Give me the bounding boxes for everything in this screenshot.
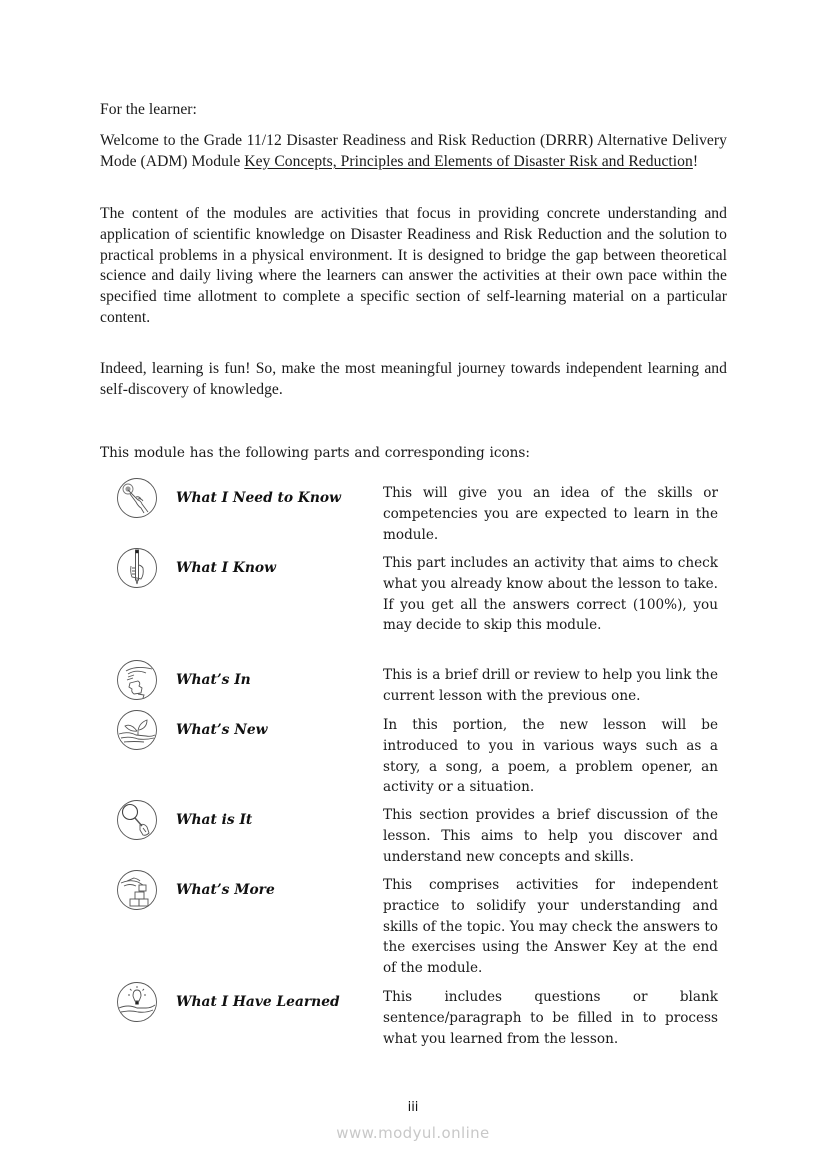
page-number: iii (407, 1100, 419, 1115)
part-description: This part includes an activity that aims to check what you already know about the lesson to take. If you get all the answers correct (100%), you may decide to skip this module. (383, 555, 718, 634)
closing-paragraph: Indeed, learning is fun! So, make the most meaningful journey towards independent learning and self-discovery of knowledge. (100, 360, 727, 398)
hand-holding-pencil-icon (116, 547, 158, 589)
part-description: This will give you an idea of the skills or competencies you are expected to learn in the module. (383, 485, 718, 543)
module-title: Key Concepts, Principles and Elements of Disaster Risk and Reduction (244, 152, 693, 170)
hand-holding-sprout-icon (116, 709, 158, 751)
magnifying-glass-icon (116, 799, 158, 841)
part-label: What’s New (176, 722, 268, 738)
lightbulb-hand-icon (116, 981, 158, 1023)
welcome-prefix: Welcome to the Grade 11/12 Disaster Readiness and Risk Reduction (DRRR) Alternative Delivery Mode (ADM) Module (100, 132, 727, 170)
part-label: What’s In (176, 672, 251, 688)
part-label: What I Need to Know (176, 490, 341, 506)
part-description: In this portion, the new lesson will be introduced to you in various ways such as a story, a song, a poem, a problem opener, an activity or a situation. (383, 717, 718, 796)
part-label: What is It (176, 812, 253, 828)
parts-intro: This module has the following parts and corresponding icons: (100, 445, 530, 461)
part-description: This includes questions or blank sentence/paragraph to be filled in to process what you learned from the lesson. (383, 989, 718, 1047)
content-paragraph: The content of the modules are activities that focus in providing concrete understanding and application of scientific knowledge on Disaster Readiness and Risk Reduction and the solution to practical problems in a physical environment. It is designed to bridge the gap between theoretical science and daily living where the learners can answer the activities at their own pace within the specified time allotment to complete a specific section of self-learning material on a particular content. (100, 205, 727, 326)
welcome-suffix: ! (692, 152, 699, 170)
greeting: For the learner: (100, 101, 197, 118)
watermark: www.modyul.online (336, 1124, 490, 1142)
part-label: What I Have Learned (176, 994, 340, 1010)
part-description: This section provides a brief discussion of the lesson. This aims to help you discover and understand new concepts and skills. (383, 807, 718, 865)
stacking-blocks-icon (116, 869, 158, 911)
part-description: This comprises activities for independent practice to solidify your understanding and skills of the topic. You may check the answers to the exercises using the Answer Key at the end of the module. (383, 877, 718, 977)
welcome-paragraph (100, 131, 727, 173)
part-description: This is a brief drill or review to help you link the current lesson with the previous one. (383, 667, 718, 704)
puzzle-hand-icon (116, 659, 158, 701)
finger-touch-icon (116, 477, 158, 519)
part-label: What’s More (176, 882, 275, 898)
part-label: What I Know (176, 560, 277, 576)
